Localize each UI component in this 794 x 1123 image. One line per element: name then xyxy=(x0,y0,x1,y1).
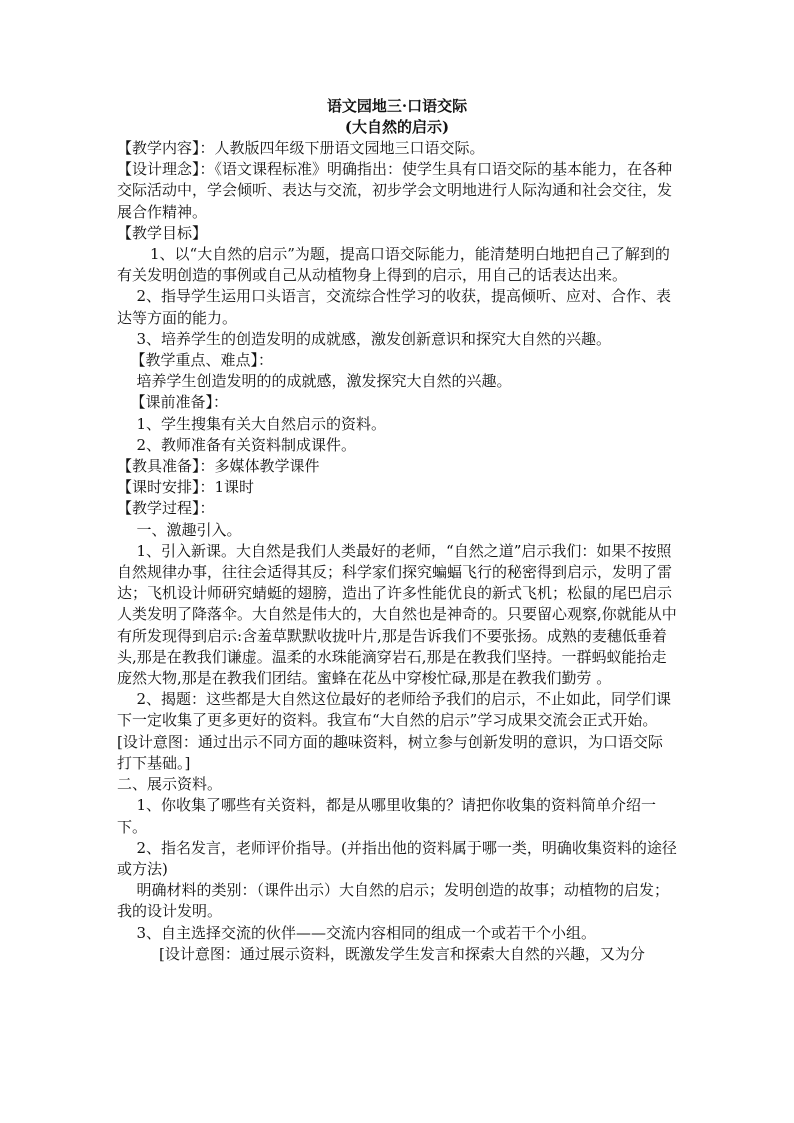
teaching-goals-heading: 【教学目标】 xyxy=(117,223,208,242)
section-2-step-1: 1、你收集了哪些有关资料，都是从哪里收集的？请把你收集的资料简单介绍一下。 xyxy=(117,796,657,836)
material-categories: 明确材料的类别：（课件出示）大自然的启示；发明创造的故事；动植物的启发；我的设计发明。 xyxy=(117,881,670,921)
document-page xyxy=(117,96,677,965)
section-1-step-2: 2、揭题：这些都是大自然这位最好的老师给予我们的启示，不止如此，同学们课下一定收集了更多更好的资料。我宣布“大自然的启示”学习成果交流会正式开始。 xyxy=(117,690,672,730)
key-points-text: 培养学生创造发明的的成就感，激发探究大自然的兴趣。 xyxy=(136,372,512,391)
preparation-item-2: 2、教师准备有关资料制成课件。 xyxy=(136,435,357,454)
section-2-step-2: 2、指名发言，老师评价指导。(并指出他的资料属于哪一类，明确收集资料的途径或方法) xyxy=(117,838,677,878)
section-1-heading: 一、激趣引入。 xyxy=(136,520,242,539)
teaching-content: 【教学内容】：人教版四年级下册语文园地三口语交际。 xyxy=(117,139,485,157)
preparation-heading: 【课前准备】： xyxy=(130,393,229,412)
preparation-item-1: 1、学生搜集有关大自然启示的资料。 xyxy=(136,414,387,433)
design-intent-1: [设计意图：通过出示不同方面的趣味资料，树立参与创新发明的意识，为口语交际打下基础。] xyxy=(117,732,663,772)
key-points-heading: 【教学重点、难点】： xyxy=(130,351,274,370)
goal-item-3: 3、培养学生的创造发明的成就感，激发创新意识和探究大自然的兴趣。 xyxy=(136,329,612,348)
design-intent-2: [设计意图：通过展示资料，既激发学生发言和探索大自然的兴趣，又为分 xyxy=(159,944,645,963)
section-2-step-3: 3、自主选择交流的伙伴——交流内容相同的组成一个或若干个小组。 xyxy=(136,923,597,942)
goal-item-2: 2、指导学生运用口头语言，交流综合性学习的收获，提高倾听、应对、合作、表达等方面的能力。 xyxy=(117,287,672,327)
section-2-heading: 二、展示资料。 xyxy=(117,775,223,794)
teaching-aids: 【教具准备】：多媒体教学课件 xyxy=(117,457,320,476)
design-concept: 【设计理念】：《语文课程标准》明确指出：使学生具有口语交际的基本能力，在各种交际活动中，学会倾听、表达与交流，初步学会文明地进行人际沟通和社会交往，发展合作精神。 xyxy=(117,160,673,221)
teaching-process-heading: 【教学过程】： xyxy=(117,499,215,518)
section-1-step-1: 1、引入新课。大自然是我们人类最好的老师，“自然之道”启示我们：如果不按照自然规律办事，往往会适得其反；科学家们探究蝙蝠飞行的秘密得到启示，发明了雷达；飞机设计师研究蜻蜓的翅膀，造出了许多性能优良的新式飞机；松鼠的尾巴启示人类发明了降落伞。大自然是伟大的，大自然也是神奇的。只要留心观察,你就能从中有所发现得到启示:含羞草默默收拢叶片,那是告诉我们不要张扬。成熟的麦穗低垂着头,那是在教我们谦虚。温柔的水珠能滴穿岩石,那是在教我们坚持。一群蚂蚁能抬走庞然大物,那是在教我们团结。蜜蜂在花丛中穿梭忙碌,那是在教我们勤劳 。 xyxy=(117,541,677,688)
document-subtitle: (大自然的启示) xyxy=(344,118,450,136)
document-title: 语文园地三·口语交际 xyxy=(326,97,468,115)
class-hours: 【课时安排】：1课时 xyxy=(117,478,255,497)
goal-item-1: 1、以“大自然的启示”为题，提高口语交际能力，能清楚明白地把自己了解到的有关发明创造的事例或自己从动植物身上得到的启示，用自己的话表达出来。 xyxy=(117,245,670,285)
